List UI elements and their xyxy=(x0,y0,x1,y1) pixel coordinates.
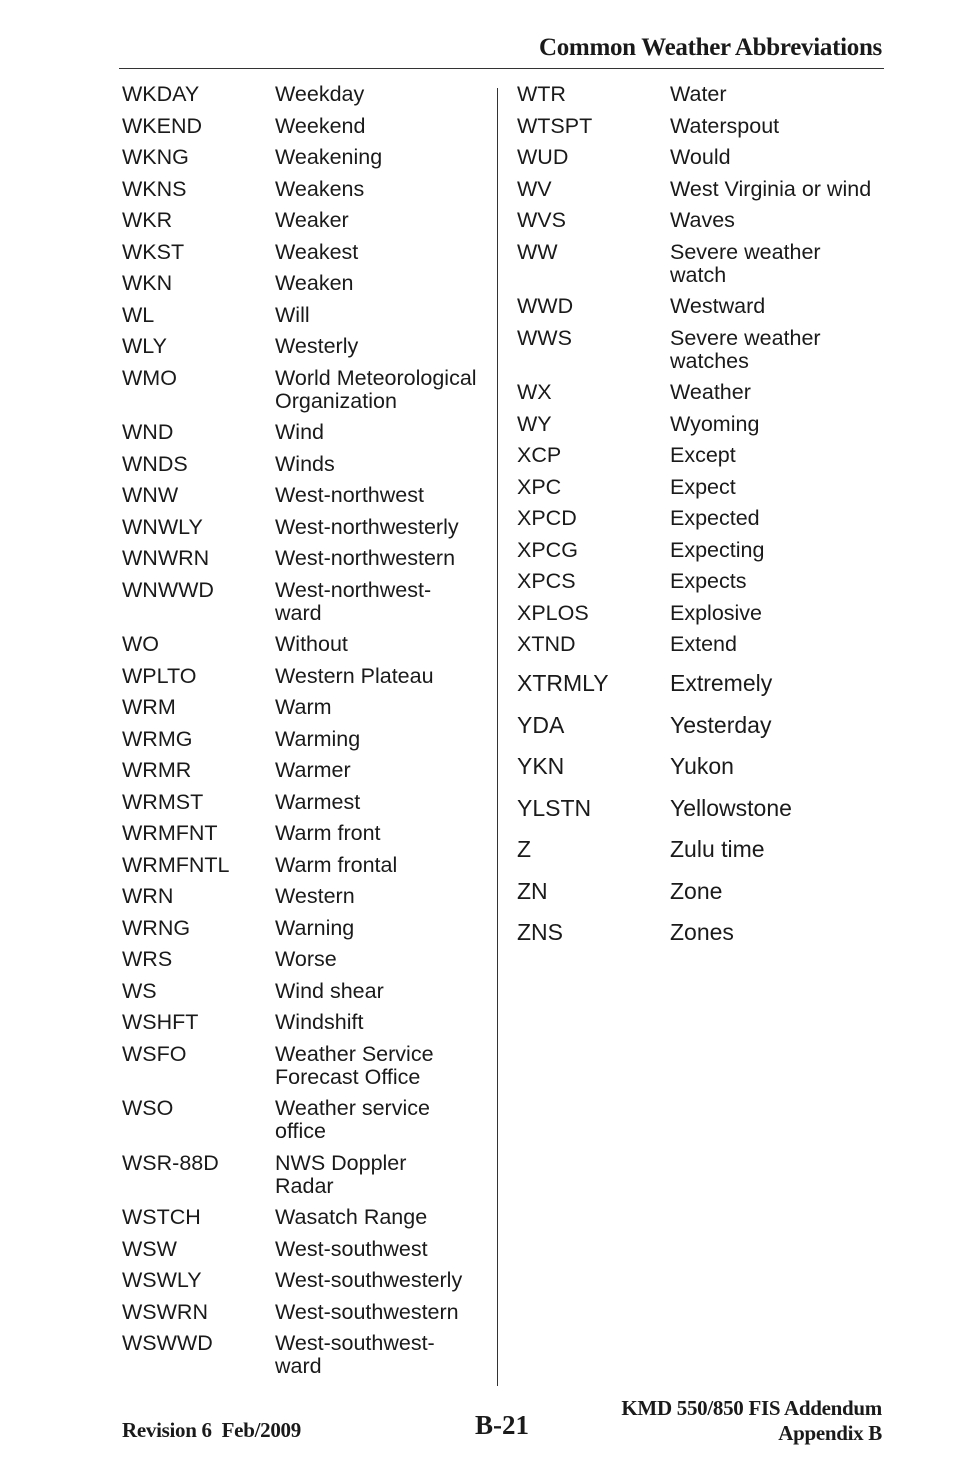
abbreviation: WNWWD xyxy=(122,577,214,602)
abbreviation: WRNG xyxy=(122,915,191,940)
meaning: Explosive xyxy=(670,600,763,625)
column-divider xyxy=(497,88,498,1386)
abbreviation-entry xyxy=(122,367,492,413)
meaning: West Virginia or wind xyxy=(670,176,872,201)
abbreviation: WRMST xyxy=(122,789,204,814)
meaning: Weekday xyxy=(275,82,365,106)
abbreviation-entry xyxy=(517,241,889,287)
abbreviation-entry xyxy=(517,83,889,106)
meaning: Warning xyxy=(275,915,355,940)
abbreviation: WRN xyxy=(122,884,174,908)
abbreviation-entry xyxy=(517,381,889,404)
meaning: Warm frontal xyxy=(275,852,398,877)
abbreviation-entry xyxy=(517,837,889,861)
abbreviation: XPCS xyxy=(517,569,576,593)
abbreviation-entry xyxy=(122,822,492,845)
abbreviation: WLY xyxy=(122,334,167,358)
abbreviation-entry xyxy=(122,1152,492,1198)
abbreviation-entry xyxy=(122,728,492,751)
abbreviation: WS xyxy=(122,978,157,1003)
meaning: Wind xyxy=(275,420,324,444)
document-title: KMD 550/850 FIS Addendum xyxy=(621,1396,882,1420)
meaning: West-southwesterly xyxy=(275,1268,463,1292)
abbreviation-entry xyxy=(122,980,492,1003)
abbreviation-entry xyxy=(122,272,492,295)
abbreviation-entry xyxy=(517,507,889,530)
abbreviation-entry xyxy=(122,1332,492,1378)
abbreviation: WO xyxy=(122,632,160,656)
meaning: Extremely xyxy=(670,670,773,696)
meaning: Zones xyxy=(670,919,734,945)
abbreviation: WKNS xyxy=(122,176,187,201)
abbreviation-entry xyxy=(122,335,492,358)
meaning: Weather service office xyxy=(275,1096,430,1143)
title-rule xyxy=(119,68,884,69)
abbreviation: WL xyxy=(122,302,155,327)
abbreviation: WRS xyxy=(122,947,173,971)
abbreviation: WSTCH xyxy=(122,1205,201,1229)
document-info xyxy=(621,1396,882,1446)
abbreviation: YKN xyxy=(517,753,565,779)
abbreviation-entry xyxy=(517,570,889,593)
abbreviation: WKEND xyxy=(122,113,203,138)
meaning: West-northwest-ward xyxy=(275,577,432,625)
abbreviation: WSO xyxy=(122,1096,174,1120)
abbreviation-entry xyxy=(517,671,889,695)
meaning: Expecting xyxy=(670,537,765,562)
abbreviation: WKST xyxy=(122,239,185,264)
abbreviation: WSWLY xyxy=(122,1268,202,1292)
meaning: Weaken xyxy=(275,271,354,295)
meaning: Expected xyxy=(670,506,760,530)
abbreviation-entry xyxy=(517,539,889,562)
meaning: Zulu time xyxy=(670,836,765,862)
abbreviation: WRMFNT xyxy=(122,821,218,845)
abbreviation-entry xyxy=(517,476,889,499)
abbreviation-entry xyxy=(517,115,889,138)
abbreviation-entry xyxy=(122,665,492,688)
abbreviation: WKDAY xyxy=(122,82,200,106)
abbreviation: WSWRN xyxy=(122,1299,208,1324)
meaning: Winds xyxy=(275,451,335,476)
abbreviation-entry xyxy=(122,516,492,539)
abbreviation: XPC xyxy=(517,474,562,499)
meaning: Wasatch Range xyxy=(275,1205,428,1229)
meaning: Westward xyxy=(670,294,766,318)
abbreviation: XPLOS xyxy=(517,600,589,625)
abbreviation: WTR xyxy=(517,82,566,106)
abbreviation-entry xyxy=(122,1206,492,1229)
abbreviation-entry xyxy=(122,1011,492,1034)
meaning: Western Plateau xyxy=(275,663,434,688)
abbreviation: WRMR xyxy=(122,758,192,782)
abbreviation: WNDS xyxy=(122,451,188,476)
abbreviation-entry xyxy=(517,295,889,318)
meaning: Weakest xyxy=(275,239,359,264)
abbreviation: WWS xyxy=(517,325,572,350)
abbreviation-entry xyxy=(122,579,492,625)
abbreviation: XPCD xyxy=(517,506,577,530)
meaning: NWS Doppler Radar xyxy=(275,1150,407,1198)
abbreviation: XPCG xyxy=(517,537,578,562)
meaning: Weather Service Forecast Office xyxy=(275,1041,434,1089)
abbreviation: ZNS xyxy=(517,919,563,945)
abbreviation: WVS xyxy=(517,208,566,232)
abbreviation: WW xyxy=(517,239,558,264)
abbreviation: WY xyxy=(517,411,552,436)
meaning: Waves xyxy=(670,208,735,232)
abbreviation: XTND xyxy=(517,632,576,656)
abbreviation-entry xyxy=(517,146,889,169)
abbreviation-entry xyxy=(122,209,492,232)
right-column xyxy=(517,83,889,962)
abbreviation-entry xyxy=(517,796,889,820)
abbreviation-entry xyxy=(122,453,492,476)
abbreviation: XCP xyxy=(517,443,562,467)
meaning: World Meteorological Organization xyxy=(275,365,477,413)
abbreviation: YLSTN xyxy=(517,794,592,821)
abbreviation: XTRMLY xyxy=(517,670,609,696)
abbreviation-entry xyxy=(517,327,889,373)
meaning: Windshift xyxy=(275,1010,364,1034)
meaning: West-southwest-ward xyxy=(275,1331,435,1378)
abbreviation-entry xyxy=(517,713,889,737)
abbreviation: WKR xyxy=(122,208,173,232)
abbreviation: WMO xyxy=(122,365,177,390)
abbreviation-entry xyxy=(122,421,492,444)
meaning: Except xyxy=(670,443,736,467)
abbreviation-entry xyxy=(517,633,889,656)
meaning: Extend xyxy=(670,632,737,656)
abbreviation: Z xyxy=(517,836,532,862)
meaning: Weather xyxy=(670,380,751,404)
abbreviation-entry xyxy=(122,696,492,719)
meaning: Warmer xyxy=(275,758,351,782)
page-title: Common Weather Abbreviations xyxy=(538,34,882,61)
abbreviation: WSHFT xyxy=(122,1010,199,1034)
page-number: B-21 xyxy=(475,1410,529,1440)
meaning: Expects xyxy=(670,569,747,593)
abbreviation-entry xyxy=(517,754,889,778)
meaning: Expect xyxy=(670,474,736,499)
meaning: Western xyxy=(275,884,355,908)
meaning: Warming xyxy=(275,726,361,751)
abbreviation: WWD xyxy=(517,294,574,318)
meaning: West-northwest xyxy=(275,483,424,507)
abbreviation-entry xyxy=(517,178,889,201)
abbreviation: WX xyxy=(517,380,552,404)
meaning: Weakens xyxy=(275,176,365,201)
meaning: West-southwestern xyxy=(275,1299,459,1324)
meaning: Weaker xyxy=(275,208,349,232)
meaning: Warm xyxy=(275,695,332,719)
meaning: Weakening xyxy=(275,145,383,169)
abbreviation-entry xyxy=(517,602,889,625)
abbreviation: WRMFNTL xyxy=(122,852,230,877)
abbreviation: ZN xyxy=(517,877,548,904)
abbreviation-entry xyxy=(517,209,889,232)
meaning: Yesterday xyxy=(670,711,772,738)
abbreviation-entry xyxy=(122,304,492,327)
meaning: Water xyxy=(670,82,727,106)
abbreviation-entry xyxy=(122,854,492,877)
appendix-label: Appendix B xyxy=(778,1421,882,1445)
abbreviation: WKN xyxy=(122,271,173,295)
abbreviation-entry xyxy=(122,1269,492,1292)
meaning: Severe weather watch xyxy=(670,239,821,287)
meaning: West-southwest xyxy=(275,1236,428,1261)
abbreviation-entry xyxy=(122,1301,492,1324)
meaning: West-northwestern xyxy=(275,546,456,570)
abbreviation: WTSPT xyxy=(517,113,593,138)
revision-label: Revision 6 Feb/2009 xyxy=(122,1418,301,1442)
abbreviation-entry xyxy=(122,83,492,106)
meaning: Would xyxy=(670,145,731,169)
abbreviation-entry xyxy=(122,1043,492,1089)
abbreviation-entry xyxy=(122,241,492,264)
abbreviation: WSW xyxy=(122,1236,177,1261)
abbreviation-entry xyxy=(122,178,492,201)
abbreviation: WKNG xyxy=(122,145,189,169)
abbreviation-entry xyxy=(517,879,889,903)
meaning: Waterspout xyxy=(670,113,780,138)
abbreviation: WRM xyxy=(122,695,176,719)
abbreviation: WSFO xyxy=(122,1041,187,1066)
meaning: Weekend xyxy=(275,113,366,138)
abbreviation: WNW xyxy=(122,483,179,507)
abbreviation-entry xyxy=(517,444,889,467)
abbreviation-entry xyxy=(122,115,492,138)
meaning: Without xyxy=(275,632,348,656)
abbreviation-entry xyxy=(122,759,492,782)
abbreviation: WPLTO xyxy=(122,663,197,688)
abbreviation-entry xyxy=(122,547,492,570)
abbreviation: WV xyxy=(517,176,552,201)
abbreviation: WSWWD xyxy=(122,1331,213,1355)
meaning: Wyoming xyxy=(670,411,760,436)
abbreviation: YDA xyxy=(517,711,565,738)
meaning: Warm front xyxy=(275,821,381,845)
abbreviation-entry xyxy=(122,633,492,656)
meaning: Warmest xyxy=(275,789,361,814)
abbreviation: WNWRN xyxy=(122,546,210,570)
meaning: Yellowstone xyxy=(670,794,792,821)
abbreviation-entry xyxy=(122,484,492,507)
abbreviation: WSR-88D xyxy=(122,1150,219,1175)
abbreviation-entry xyxy=(122,917,492,940)
abbreviation-entry xyxy=(122,1097,492,1143)
meaning: Wind shear xyxy=(275,978,384,1003)
abbreviation-entry xyxy=(122,885,492,908)
abbreviation-entry xyxy=(122,146,492,169)
meaning: Worse xyxy=(275,947,337,971)
abbreviation: WND xyxy=(122,420,174,444)
abbreviation-entry xyxy=(122,1238,492,1261)
abbreviation-entry xyxy=(122,791,492,814)
abbreviation-entry xyxy=(517,920,889,944)
abbreviation: WNWLY xyxy=(122,514,203,539)
meaning: Westerly xyxy=(275,334,359,358)
abbreviation-entry xyxy=(122,948,492,971)
meaning: West-northwesterly xyxy=(275,514,459,539)
left-column xyxy=(122,83,492,1387)
abbreviation: WUD xyxy=(517,145,569,169)
meaning: Yukon xyxy=(670,753,734,779)
abbreviation-entry xyxy=(517,413,889,436)
meaning: Severe weather watches xyxy=(670,325,821,373)
meaning: Will xyxy=(275,302,310,327)
meaning: Zone xyxy=(670,877,723,904)
abbreviation: WRMG xyxy=(122,726,193,751)
